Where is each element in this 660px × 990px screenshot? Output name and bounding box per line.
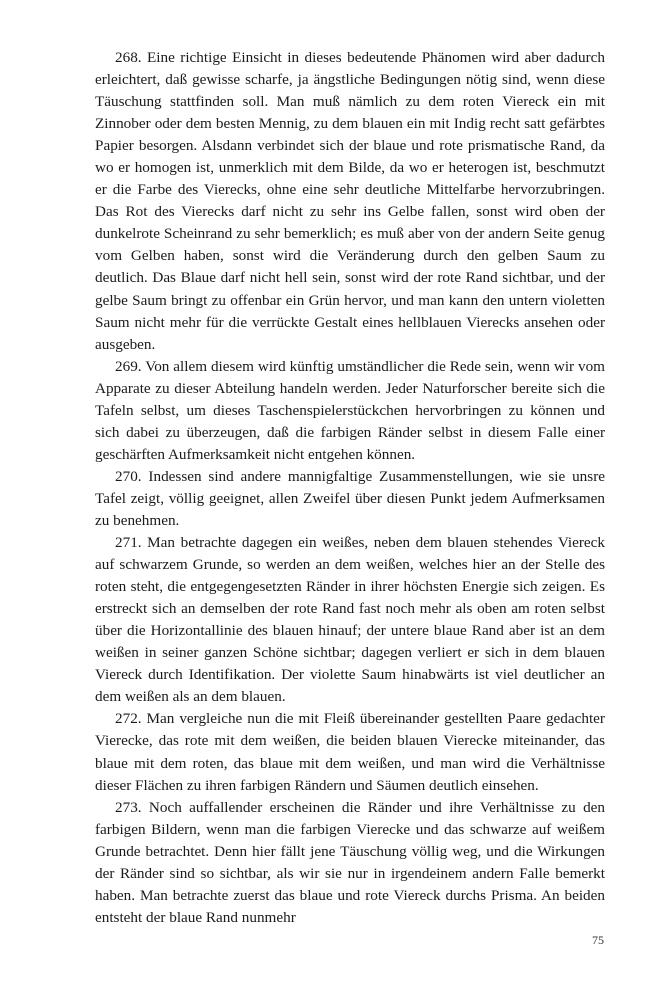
paragraph-272: 272. Man vergleiche nun die mit Fleiß übereinander gestellten Paare gedachter Vierecke, das rote mit dem weißen, die beiden blauen Vierecke miteinander, das blaue mit dem roten, das blaue mit dem weißen, und man wird die Verhältnisse dieser Flächen zu ihren farbigen Rändern und Säumen deutlich einsehen.	[95, 710, 605, 794]
paragraph-270: 270. Indessen sind andere mannigfaltige Zusammenstellungen, wie sie unsre Tafel zeigt, völlig geeignet, allen Zweifel über diesen Punkt jedem Aufmerksamen zu benehmen.	[95, 467, 605, 529]
paragraph-273: 273. Noch auffallender erscheinen die Ränder und ihre Verhältnisse zu den farbigen Bildern, wenn man die farbigen Vierecke und das schwarze auf weißem Grunde betrachtet. Denn hier fällt jene Täuschung völlig weg, und die Wirkungen der Ränder sind so sichtbar, als wir sie nur in irgendeinem andern Falle bemerkt haben. Man betrachte zuerst das blaue und rote Viereck durchs Prisma. An beiden entsteht der blaue Rand nunmehr	[95, 798, 605, 926]
page-number: 75	[592, 933, 604, 947]
paragraph-271: 271. Man betrachte dagegen ein weißes, neben dem blauen stehendes Viereck auf schwarzem Grunde, so werden an dem weißen, welches hier an der Stelle des roten steht, die entgegengesetzten Ränder in ihrer höchsten Energie sich zeigen. Es erstreckt sich an demselben der rote Rand fast noch mehr als oben am roten selbst über die Horizontallinie des blauen hinauf; der untere blaue Rand aber ist an dem weißen in seiner ganzen Schöne sichtbar; dagegen verliert er sich in dem blauen Viereck durch Identifikation. Der violette Saum hinabwärts ist viel deutlicher an dem weißen als an dem blauen.	[95, 534, 605, 706]
body-text	[95, 47, 605, 929]
paragraph-269: 269. Von allem diesem wird künftig umständlicher die Rede sein, wenn wir vom Apparate zu dieser Abteilung handeln werden. Jeder Naturforscher bereite sich die Tafeln selbst, um dieses Taschenspielerstückchen hervorbringen zu können und sich dabei zu überzeugen, daß die farbigen Ränder selbst in diesem Falle einer geschärften Aufmerksamkeit nicht entgehen können.	[95, 357, 605, 463]
paragraph-268: 268. Eine richtige Einsicht in dieses bedeutende Phänomen wird aber dadurch erleichtert, daß gewisse scharfe, ja ängstliche Bedingungen nötig sind, wenn diese Täuschung stattfinden soll. Man muß nämlich zu dem roten Viereck ein mit Zinnober oder dem besten Mennig, zu dem blauen ein mit Indig recht satt gefärbtes Papier besorgen. Alsdann verbindet sich der blaue und rote prismatische Rand, da wo er homogen ist, unmerklich mit dem Bilde, da wo er heterogen ist, beschmutzt er die Farbe des Vierecks, ohne eine sehr deutliche Mittelfarbe hervorzubringen. Das Rot des Vierecks darf nicht zu sehr ins Gelbe fallen, sonst wird oben der dunkelrote Scheinrand zu sehr bemerklich; es muß aber von der andern Seite genug vom Gelben haben, sonst wird die Veränderung durch den gelben Saum zu deutlich. Das Blaue darf nicht hell sein, sonst wird der rote Rand sichtbar, und der gelbe Saum bringt zu offenbar ein Grün hervor, und man kann den untern violetten Saum nicht mehr für die verrückte Gestalt eines hellblauen Vierecks ansehen oder ausgeben.	[95, 49, 605, 353]
